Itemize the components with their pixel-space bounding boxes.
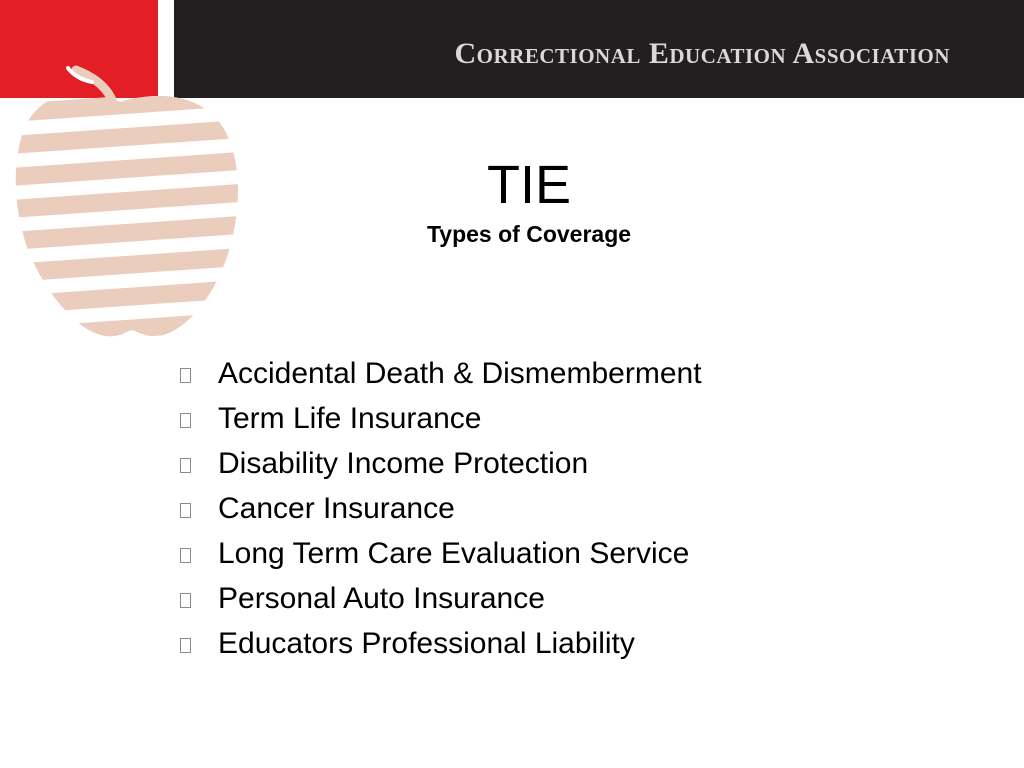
list-item — [180, 576, 702, 621]
list-item-label: Long Term Care Evaluation Service — [218, 536, 690, 570]
list-item-label: Disability Income Protection — [218, 446, 589, 480]
slide-subtitle: Types of Coverage — [426, 221, 632, 247]
coverage-list — [180, 351, 702, 666]
list-item — [180, 351, 702, 396]
list-item-label: Term Life Insurance — [218, 401, 482, 435]
bullet-icon — [180, 503, 191, 518]
bullet-icon — [180, 548, 191, 563]
bullet-icon — [180, 593, 191, 608]
list-item — [180, 486, 702, 531]
list-item — [180, 396, 702, 441]
list-item-label: Personal Auto Insurance — [218, 581, 545, 615]
list-item-label: Cancer Insurance — [218, 491, 455, 525]
header-banner — [174, 0, 1024, 98]
list-item — [180, 621, 702, 666]
bullet-icon — [180, 368, 191, 383]
list-item-label: Accidental Death & Dismemberment — [218, 356, 702, 390]
list-item-label: Educators Professional Liability — [218, 626, 635, 660]
list-item — [180, 531, 702, 576]
slide-title: TIE — [486, 155, 571, 215]
list-item — [180, 441, 702, 486]
bullet-icon — [180, 638, 191, 653]
bullet-icon — [180, 458, 191, 473]
bullet-icon — [180, 413, 191, 428]
organization-name: Correctional Education Association — [454, 37, 950, 70]
